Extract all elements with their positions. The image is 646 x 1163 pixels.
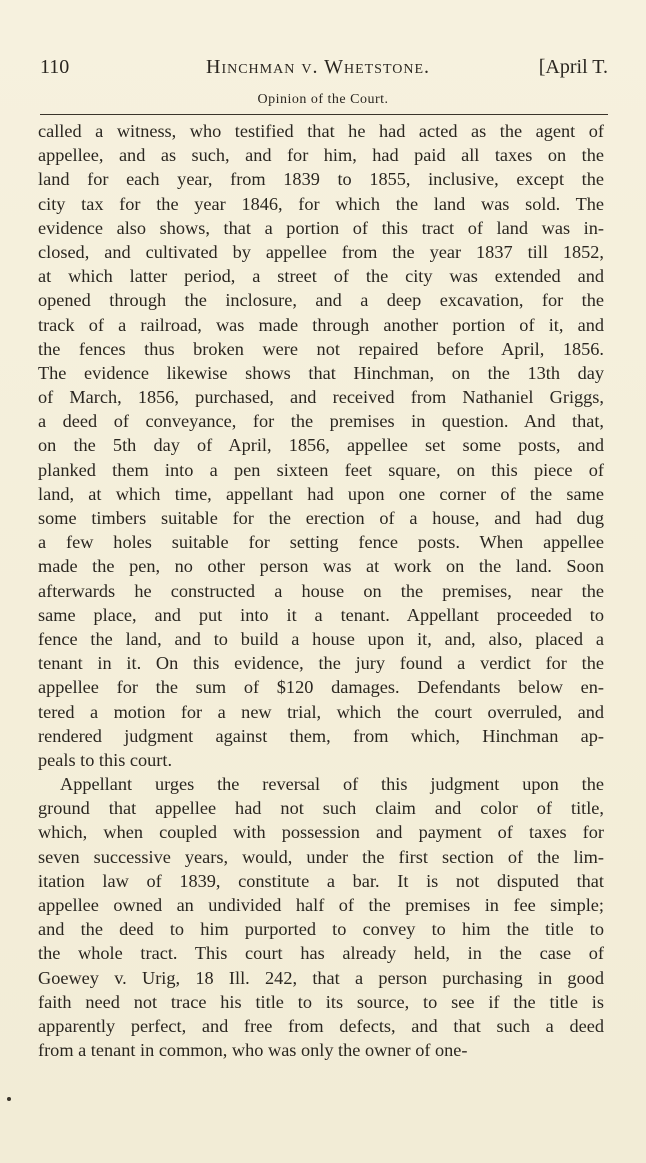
text-line: from a tenant in common, who was only the owner of one- <box>38 1040 468 1061</box>
text-line: same place, and put into it a tenant. Appellant proceeded to <box>38 604 604 625</box>
text-line: Goewey v. Urig, 18 Ill. 242, that a person purchasing in good <box>38 967 604 988</box>
header-rule <box>40 114 608 115</box>
text-line: Appellant urges the reversal of this judgment upon the <box>60 774 604 795</box>
text-line: a deed of conveyance, for the premises in question. And that, <box>38 411 604 432</box>
text-line: closed, and cultivated by appellee from the year 1837 till 1852, <box>38 241 604 262</box>
text-line: and the deed to him purported to convey to him the title to <box>38 919 604 940</box>
text-line: the whole tract. This court has already held, in the case of <box>38 943 604 964</box>
text-line: some timbers suitable for the erection of a house, and had dug <box>38 508 604 528</box>
text-line: made the pen, no other person was at work on the land. Soon <box>38 556 604 577</box>
text-line: peals to this court. <box>38 749 173 770</box>
paragraph <box>38 119 604 772</box>
text-line: planked them into a pen sixteen feet square, on this piece of <box>38 459 604 480</box>
text-line: itation law of 1839, constitute a bar. It is not disputed that <box>38 870 604 891</box>
text-line: appellee owned an undivided half of the premises in fee simple; <box>38 895 604 915</box>
text-line: the fences thus broken were not repaired before April, 1856. <box>38 338 604 359</box>
section-subheading: Opinion of the Court. <box>257 92 389 107</box>
text-line: appellee, and as such, and for him, had paid all taxes on the <box>38 145 604 166</box>
text-line: afterwards he constructed a house on the premises, near the <box>38 580 604 601</box>
text-line: which, when coupled with possession and payment of taxes for <box>38 822 604 843</box>
text-line: land, at which time, appellant had upon one corner of the same <box>38 483 604 504</box>
text-line: on the 5th day of April, 1856, appellee set some posts, and <box>38 435 604 456</box>
case-title: Hinchman v. Whetstone. <box>206 56 431 78</box>
text-line: called a witness, who testified that he had acted as the agent of <box>38 121 604 141</box>
text-line: of March, 1856, purchased, and received from Nathaniel Griggs, <box>38 387 604 408</box>
text-line: ground that appellee had not such claim and color of title, <box>38 798 604 819</box>
text-line: track of a railroad, was made through another portion of it, and <box>38 314 604 335</box>
margin-mark <box>7 1097 11 1101</box>
text-line: appellee for the sum of $120 damages. Defendants below en- <box>38 677 604 698</box>
text-line: seven successive years, would, under the first section of the lim- <box>38 846 604 867</box>
page-number: 110 <box>40 56 70 78</box>
running-head <box>40 56 608 86</box>
text-line: evidence also shows, that a portion of this tract of land was in- <box>38 217 604 238</box>
opinion-text <box>38 119 604 1062</box>
text-line: tered a motion for a new trial, which the court overruled, and <box>38 701 604 722</box>
text-line: apparently perfect, and free from defects, and that such a deed <box>38 1015 604 1036</box>
text-line: city tax for the year 1846, for which the land was sold. The <box>38 193 604 214</box>
text-line: fence the land, and to build a house upon it, and, also, placed a <box>38 628 604 649</box>
text-line: land for each year, from 1839 to 1855, inclusive, except the <box>38 169 604 190</box>
text-line: faith need not trace his title to its source, to see if the title is <box>38 991 604 1012</box>
term-label: [April T. <box>538 56 608 78</box>
text-line: a few holes suitable for setting fence posts. When appellee <box>38 532 604 553</box>
text-line: at which latter period, a street of the city was extended and <box>38 266 604 287</box>
text-line: tenant in it. On this evidence, the jury found a verdict for the <box>38 653 604 674</box>
text-line: The evidence likewise shows that Hinchman, on the 13th day <box>38 362 604 383</box>
paragraph <box>38 772 604 1062</box>
text-line: opened through the inclosure, and a deep excavation, for the <box>38 290 604 311</box>
text-line: rendered judgment against them, from which, Hinchman ap- <box>38 725 604 746</box>
